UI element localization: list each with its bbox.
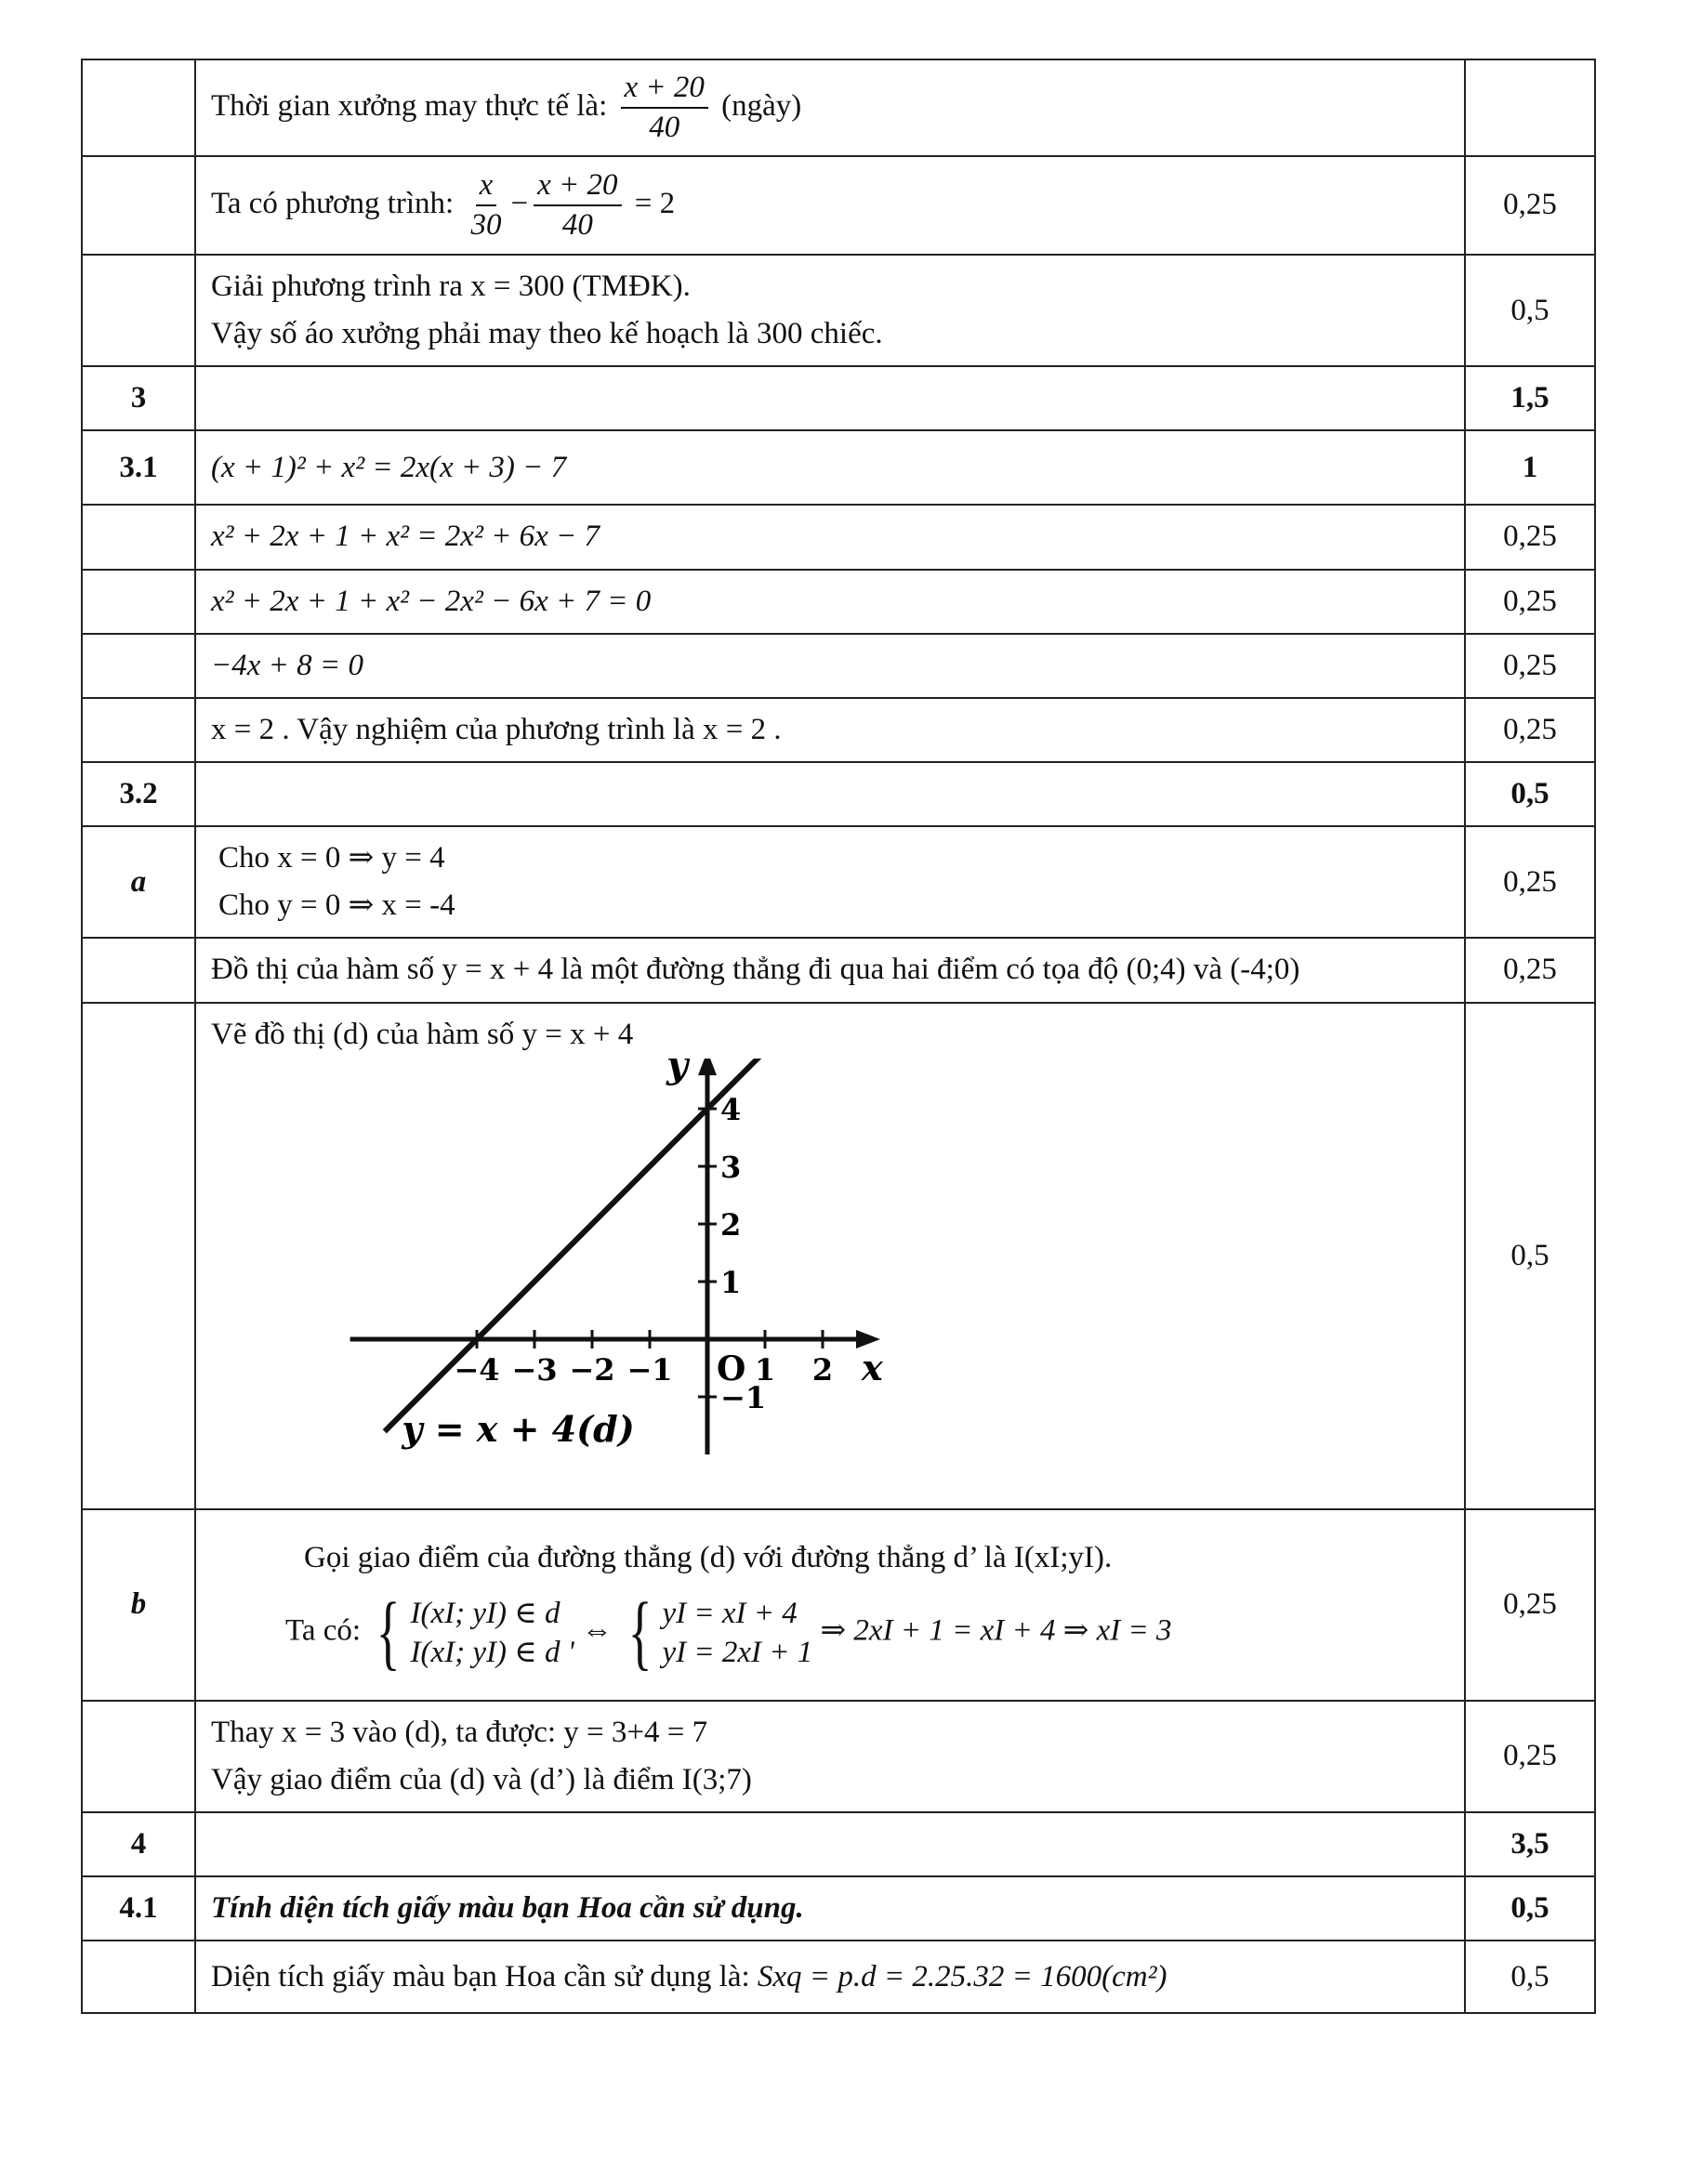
equation-tail: ⇒ 2xI + 1 = xI + 4 ⇒ xI = 3 <box>820 1613 1172 1648</box>
x-tick-label: −4 <box>454 1351 500 1388</box>
row-text: Vẽ đồ thị (d) của hàm số y = x + 4 <box>211 1017 634 1051</box>
question-number: 4.1 <box>82 1876 195 1941</box>
row-line-2: Vậy số áo xưởng phải may theo kế hoạch là 300 chiếc. <box>211 317 883 351</box>
cell-content <box>195 156 1465 255</box>
system-line-b: I(xI; yI) ∈ d ' <box>410 1636 574 1670</box>
fraction <box>621 69 708 148</box>
score: 0,25 <box>1465 1701 1595 1812</box>
frac-den: 40 <box>561 208 593 242</box>
score: 0,25 <box>1465 938 1595 1002</box>
system-line <box>211 1586 1449 1679</box>
row-text: Thời gian xưởng may thực tế là: <box>211 88 608 123</box>
grading-table <box>81 59 1596 2014</box>
row-line-1: Cho x = 0 ⇒ y = 4 <box>218 841 445 875</box>
x-tick-label: 1 <box>754 1351 776 1388</box>
graph-d <box>211 1059 1447 1486</box>
table-row <box>82 366 1595 430</box>
table-row <box>82 1941 1595 2013</box>
cell-content <box>195 366 1465 430</box>
cell-num <box>82 634 195 698</box>
cell-content <box>195 1509 1465 1701</box>
table-row <box>82 570 1595 634</box>
table-row <box>82 1509 1595 1701</box>
equation: Sxq = p.d = 2.25.32 = 1600(cm²) <box>757 1959 1167 1993</box>
cell-num <box>82 505 195 569</box>
unit-text: (ngày) <box>721 88 802 123</box>
cell-score <box>1465 59 1595 156</box>
table-row <box>82 634 1595 698</box>
row-line-2: Cho y = 0 ⇒ x = -4 <box>218 888 455 923</box>
frac-den: 30 <box>470 208 502 242</box>
table-row <box>82 156 1595 255</box>
row-line-1: Thay x = 3 vào (d), ta được: y = 3+4 = 7 <box>211 1715 708 1749</box>
y-tick-label: 1 <box>720 1264 742 1300</box>
y-tick-label: −1 <box>720 1379 767 1415</box>
table-row <box>82 1812 1595 1876</box>
cell-content <box>195 634 1465 698</box>
minus-sign: − <box>510 186 529 220</box>
question-number: 3 <box>82 366 195 430</box>
score: 0,5 <box>1465 1876 1595 1941</box>
row-text: Diện tích giấy màu bạn Hoa cần sử dụng là: <box>211 1959 750 1993</box>
cell-num <box>82 698 195 762</box>
cell-content <box>195 1812 1465 1876</box>
cell-num <box>82 1941 195 2013</box>
y-axis-label: y <box>666 1058 689 1086</box>
score: 0,5 <box>1465 1003 1595 1509</box>
table-row <box>82 1003 1595 1509</box>
equation: (x + 1)² + x² = 2x(x + 3) − 7 <box>211 450 567 484</box>
series-label: y = x + 4(d) <box>402 1407 635 1450</box>
frac-num: x <box>476 166 497 206</box>
table-row <box>82 762 1595 826</box>
equation: x² + 2x + 1 + x² = 2x² + 6x − 7 <box>211 520 600 554</box>
equation: −4x + 8 = 0 <box>211 648 363 682</box>
question-number: 3.2 <box>82 762 195 826</box>
equation: x² + 2x + 1 + x² − 2x² − 6x + 7 = 0 <box>211 584 652 618</box>
brace: { <box>627 1586 653 1679</box>
cell-content <box>195 1701 1465 1812</box>
row-text: x = 2 . Vậy nghiệm của phương trình là x = 2 . <box>211 712 782 746</box>
table-row <box>82 505 1595 569</box>
cell-num <box>82 938 195 1002</box>
system-line-a: yI = xI + 4 <box>662 1596 798 1630</box>
cell-num <box>82 1003 195 1509</box>
table-row <box>82 826 1595 938</box>
x-axis-arrow <box>856 1330 880 1349</box>
fraction-2 <box>534 166 621 245</box>
brace: { <box>376 1586 401 1679</box>
system-1 <box>368 1586 574 1679</box>
score: 0,25 <box>1465 698 1595 762</box>
table-row <box>82 938 1595 1002</box>
table-row <box>82 1876 1595 1941</box>
table-row <box>82 430 1595 505</box>
table-row <box>82 59 1595 156</box>
origin-label: O <box>717 1349 746 1388</box>
y-axis-arrow <box>698 1059 717 1075</box>
x-tick-label: 2 <box>811 1351 834 1388</box>
question-number: 4 <box>82 1812 195 1876</box>
cell-num <box>82 255 195 366</box>
cell-num <box>82 59 195 156</box>
fraction-1 <box>467 166 505 245</box>
table-row <box>82 1701 1595 1812</box>
y-tick-label: 3 <box>720 1149 742 1185</box>
score: 0,5 <box>1465 762 1595 826</box>
row-line-1: Gọi giao điểm của đường thẳng (d) với đường thẳng d’ là I(xI;yI). <box>304 1541 1113 1575</box>
frac-den: 40 <box>649 111 680 144</box>
x-tick-label: −2 <box>569 1351 615 1388</box>
row-line-2: Vậy giao điểm của (d) và (d’) là điểm I(3;7) <box>211 1762 752 1796</box>
cell-content <box>195 430 1465 505</box>
score: 1,5 <box>1465 366 1595 430</box>
cell-content <box>195 1003 1465 1509</box>
score: 0,25 <box>1465 505 1595 569</box>
cell-content <box>195 826 1465 938</box>
score: 0,25 <box>1465 1509 1595 1701</box>
cell-content <box>195 698 1465 762</box>
cell-content <box>195 59 1465 156</box>
x-tick-label: −1 <box>626 1351 673 1388</box>
lead-text: Ta có: <box>285 1613 362 1648</box>
cell-content <box>195 570 1465 634</box>
row-line-1: Giải phương trình ra x = 300 (TMĐK). <box>211 270 691 303</box>
row-text: Đồ thị của hàm số y = x + 4 là một đường thẳng đi qua hai điểm có tọa độ (0;4) và (-4;0) <box>211 953 1300 987</box>
system-line-b: yI = 2xI + 1 <box>662 1636 813 1670</box>
score: 0,25 <box>1465 570 1595 634</box>
cell-num <box>82 1701 195 1812</box>
system-line-a: I(xI; yI) ∈ d <box>410 1596 560 1630</box>
cell-content <box>195 938 1465 1002</box>
score: 0,25 <box>1465 634 1595 698</box>
frac-num: x + 20 <box>621 69 708 109</box>
system-2 <box>620 1586 813 1679</box>
cell-num <box>82 156 195 255</box>
section-title: Tính diện tích giấy màu bạn Hoa cần sử dụng. <box>211 1891 804 1926</box>
table-row <box>82 698 1595 762</box>
cell-num <box>82 570 195 634</box>
y-tick-label: 2 <box>720 1206 742 1243</box>
part-label: b <box>82 1509 195 1701</box>
frac-num: x + 20 <box>534 166 621 206</box>
score: 0,5 <box>1465 255 1595 366</box>
score: 0,25 <box>1465 826 1595 938</box>
part-label: a <box>82 826 195 938</box>
iff-symbol: ⇔ <box>582 1613 613 1648</box>
y-tick-label: 4 <box>720 1091 742 1127</box>
score: 0,25 <box>1465 156 1595 255</box>
cell-content <box>195 1876 1465 1941</box>
table-row <box>82 255 1595 366</box>
score: 0,5 <box>1465 1941 1595 2013</box>
cell-content <box>195 255 1465 366</box>
row-text: Ta có phương trình: <box>211 186 455 220</box>
cell-content <box>195 762 1465 826</box>
score: 1 <box>1465 430 1595 505</box>
x-axis-label: x <box>862 1346 883 1388</box>
cell-content <box>195 505 1465 569</box>
score: 3,5 <box>1465 1812 1595 1876</box>
x-tick-label: −3 <box>511 1351 558 1388</box>
cell-content <box>195 1941 1465 2013</box>
question-number: 3.1 <box>82 430 195 505</box>
equation-rhs: = 2 <box>634 186 676 220</box>
